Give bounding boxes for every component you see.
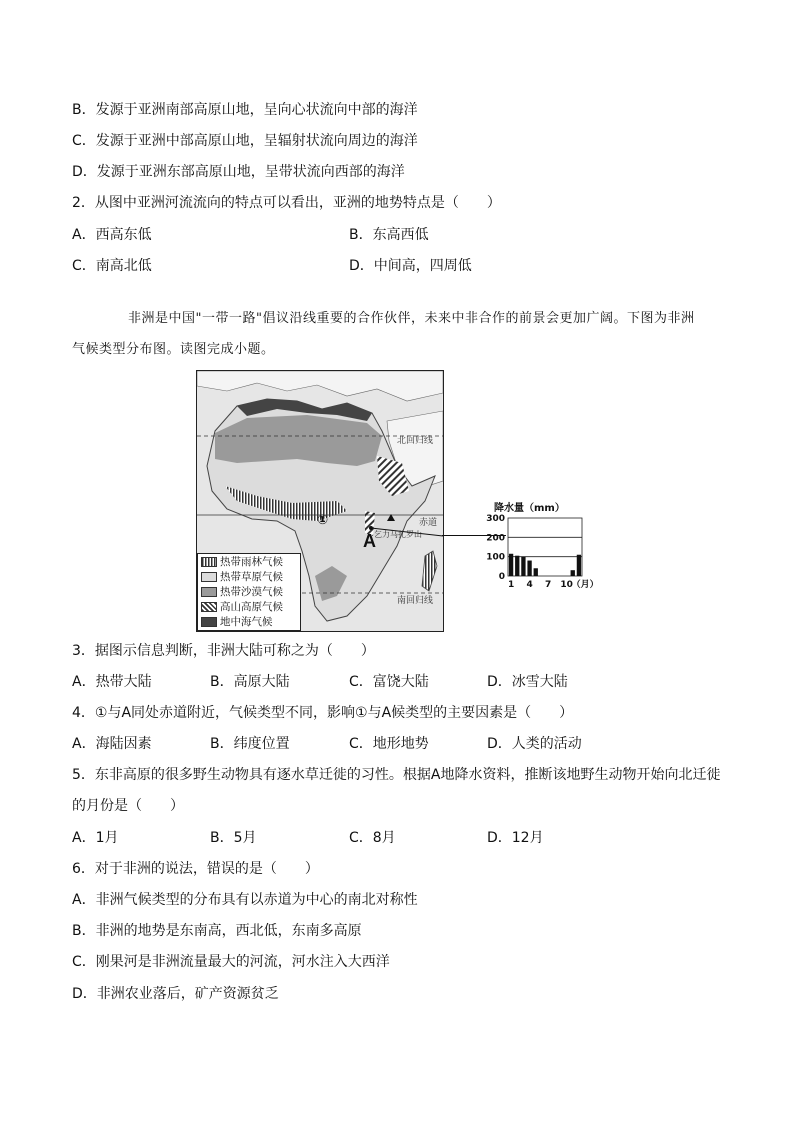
x-tick-label: 4 [526, 580, 533, 590]
q4-stem: 4．①与A同处赤道附近，气候类型不同，影响①与A候类型的主要因素是（ ） [72, 705, 574, 721]
bar-1 [509, 554, 513, 576]
q6-option-b: B．非洲的地势是东南高，西北低，东南多高原 [72, 923, 362, 939]
x-axis-label: （月） [571, 580, 599, 590]
q6-option-d: D．非洲农业落后，矿产资源贫乏 [72, 986, 279, 1002]
map-legend [197, 553, 301, 631]
q4-option-a: A．海陆因素 [72, 736, 152, 752]
q3-option-a: A．热带大陆 [72, 674, 152, 690]
q5-stem-line-2: 的月份是（ ） [72, 798, 184, 814]
q3-stem: 3．据图示信息判断，非洲大陆可称之为（ ） [72, 643, 375, 659]
legend-swatch [201, 617, 217, 627]
q3-option-c: C．富饶大陆 [349, 674, 429, 690]
precipitation-chart [484, 500, 604, 595]
legend-highland [198, 599, 300, 614]
legend-swatch [201, 557, 217, 567]
legend-desert [198, 584, 300, 599]
q6-stem: 6．对于非洲的说法，错误的是（ ） [72, 861, 319, 877]
legend-savanna [198, 569, 300, 584]
y-tick-label: 300 [486, 514, 505, 524]
q4-option-c: C．地形地势 [349, 736, 429, 752]
q2-option-b: B．东高西低 [349, 227, 429, 243]
x-tick-label: 10 [560, 580, 573, 590]
bar-4 [527, 561, 531, 576]
sahara-desert-zone [215, 415, 382, 466]
q2-option-a: A．西高东低 [72, 227, 152, 243]
q2-stem: 2．从图中亚洲河流流向的特点可以看出，亚洲的地势特点是（ ） [72, 195, 501, 211]
bar-3 [521, 557, 525, 576]
north-tropic-label: 北回归线 [397, 436, 434, 446]
south-tropic-label: 南回归线 [397, 596, 434, 606]
bar-12 [577, 555, 581, 576]
q2-option-d: D．中间高，四周低 [349, 258, 472, 274]
q5-option-a: A．1月 [72, 830, 119, 846]
marker-1: ① [317, 513, 329, 528]
legend-label: 热带沙漠气候 [220, 586, 283, 598]
equator-label: 赤道 [419, 518, 438, 528]
legend-label: 高山高原气候 [220, 601, 283, 613]
legend-label: 地中海气候 [220, 616, 273, 628]
q4-option-d: D．人类的活动 [487, 736, 582, 752]
q6-option-a: A．非洲气候类型的分布具有以赤道为中心的南北对称性 [72, 892, 418, 908]
y-tick-label: 100 [486, 552, 505, 563]
prev-option-d: D．发源于亚洲东部高原山地，呈带状流向西部的海洋 [72, 164, 405, 180]
legend-label: 热带草原气候 [220, 571, 283, 583]
chart-title: 降水量（mm） [494, 503, 565, 514]
madagascar [422, 551, 437, 591]
intro-line-2: 气候类型分布图。读图完成小题。 [72, 342, 275, 357]
q5-option-d: D．12月 [487, 830, 544, 846]
x-tick-label: 1 [507, 580, 515, 590]
q3-option-d: D．冰雪大陆 [487, 674, 568, 690]
q4-option-b: B．纬度位置 [210, 736, 290, 752]
q5-option-c: C．8月 [349, 830, 396, 846]
intro-line-1: 非洲是中国"一带一路"倡议沿线重要的合作伙伴，未来中非合作的前景会更加广阔。下图为非洲 [128, 311, 695, 326]
y-tick-label: 0 [498, 572, 505, 582]
precipitation-svg [484, 500, 604, 595]
q6-option-c: C．刚果河是非洲流量最大的河流，河水注入大西洋 [72, 954, 390, 970]
q2-option-c: C．南高北低 [72, 258, 152, 274]
prev-option-c: C．发源于亚洲中部高原山地，呈辐射状流向周边的海洋 [72, 133, 418, 149]
legend-swatch [201, 602, 217, 612]
mountain-label: 乞力马扎罗山 [374, 530, 422, 539]
q3-option-b: B．高原大陆 [210, 674, 290, 690]
europe-landmass [197, 371, 443, 401]
legend-label: 热带雨林气候 [220, 556, 283, 568]
legend-swatch [201, 572, 217, 582]
x-tick-label: 7 [544, 580, 552, 590]
legend-mediterranean [198, 614, 300, 629]
bar-11 [571, 570, 575, 576]
q5-option-b: B．5月 [210, 830, 257, 846]
y-tick-label: 200 [486, 533, 505, 544]
q5-stem-line-1: 5．东非高原的很多野生动物具有逐水草迁徙的习性。根据A地降水资料，推断该地野生动物开始向北迁徙 [72, 767, 721, 783]
prev-option-b: B．发源于亚洲南部高原山地，呈向心状流向中部的海洋 [72, 102, 418, 118]
legend-rainforest [198, 554, 300, 569]
legend-swatch [201, 587, 217, 597]
bar-2 [515, 556, 519, 576]
marker-a: A [363, 531, 376, 551]
bar-5 [534, 568, 538, 576]
